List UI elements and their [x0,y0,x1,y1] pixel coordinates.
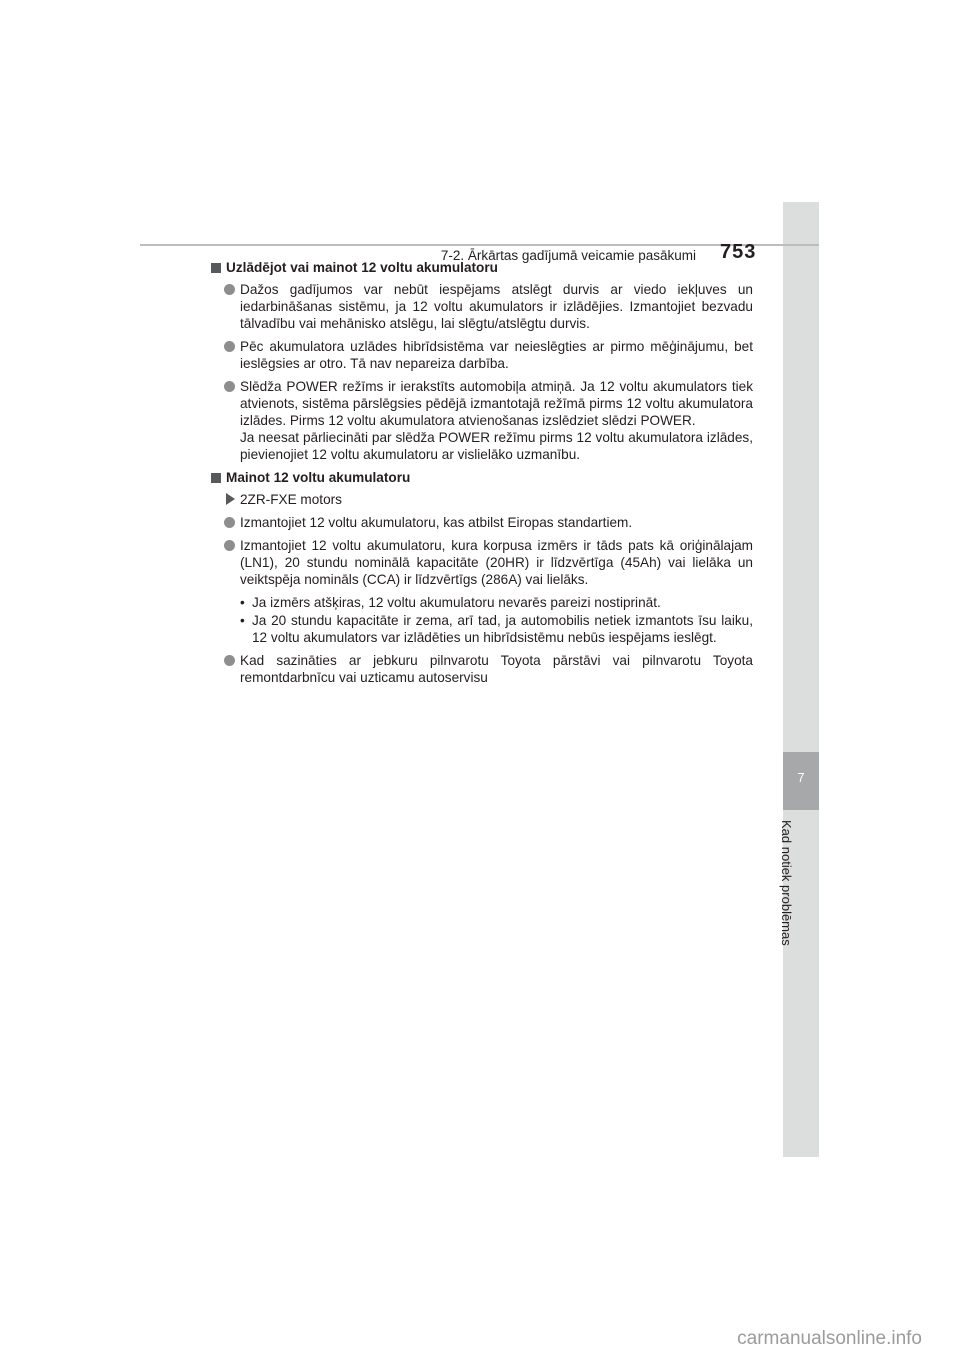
circle-bullet-icon [224,381,235,392]
list-item-text-continued: Ja neesat pārliecināti par slēdža POWER režīmu pirms 12 voltu akumulatora izlādes, pievienojiet 12 voltu akumulatoru ar vislielāko uzmanību. [240,430,753,462]
list-item-text: Izmantojiet 12 voltu akumulatoru, kura korpusa izmērs ir tāds pats kā oriģinālajam (LN1), 20 stundu nominālā kapacitāte (20HR) ir līdzvērtīga (45Ah) vai lielāka un veiktspēja nomināls (CCA) ir līdzvērtīgs (286A) vai lielāks. [240,538,753,587]
sub-list-item-text: Ja 20 stundu kapacitāte ir zema, arī tad, ja automobilis netiek izmantots īsu laiku, 12 voltu akumulators var izlādēties un hibrīdsistēmu nebūs iespējams ieslēgt. [252,613,753,645]
watermark: carmanualsonline.info [737,1328,922,1349]
list-item [208,652,753,686]
list-item [208,514,753,531]
list-item-text: Slēdža POWER režīms ir ierakstīts automobiļa atmiņā. Ja 12 voltu akumulators tiek atvienots, sistēma pārslēgsies pēdējā izmantotajā režīmā pirms 12 voltu akumulatora izlādes. Pirms 12 voltu akumulatora atvienošanas izslēdziet slēdzi POWER. [240,379,753,428]
list-item-text: Kad sazināties ar jebkuru pilnvarotu Toyota pārstāvi vai pilnvarotu Toyota remontdarbnīcu vai uzticamu autoservisu [240,653,753,685]
sub-list-item-text: Ja izmērs atšķiras, 12 voltu akumulatoru nevarēs pareizi nostiprināt. [252,595,661,610]
list-item-text: Dažos gadījumos var nebūt iespējams atslēgt durvis ar viedo iekļuves un iedarbināšanas sistēmu, ja 12 voltu akumulators ir izlādējies. Izmantojiet bezvadu tālvadību vai mehānisko atslēgu, lai slēgtu/atslēgtu durvis. [240,282,753,331]
circle-bullet-icon [224,655,235,666]
engine-label-text: 2ZR-FXE motors [240,492,342,507]
section-heading-text: Mainot 12 voltu akumulatoru [226,470,411,485]
list-item [208,537,753,588]
list-item-text: Izmantojiet 12 voltu akumulatoru, kas atbilst Eiropas standartiem. [240,515,633,530]
circle-bullet-icon [224,517,235,528]
circle-bullet-icon [224,284,235,295]
section-heading [208,469,753,486]
chapter-number: 7 [797,770,805,785]
square-bullet-icon [211,473,221,483]
circle-bullet-icon [224,540,235,551]
square-bullet-icon [211,263,221,273]
triangle-arrow-icon [226,493,235,505]
bullet-glyph: • [240,613,245,628]
side-band [783,202,819,1157]
list-item [208,338,753,372]
list-item-text: Pēc akumulatora uzlādes hibrīdsistēma var neieslēgties ar pirmo mēģinājumu, bet ieslēgsies ar otro. Tā nav nepareiza darbība. [240,339,753,371]
chapter-title: Kad notiek problēmas [779,820,794,946]
sub-list-item [208,612,753,646]
section-heading [208,259,753,276]
section-title: 7-2. Ārkārtas gadījumā veicamie pasākumi [440,248,696,263]
list-item [208,281,753,332]
bullet-glyph: • [240,595,245,610]
list-item [208,378,753,463]
engine-label [208,491,753,508]
circle-bullet-icon [224,341,235,352]
section-heading-text: Uzlādējot vai mainot 12 voltu akumulatoru [226,260,498,275]
page-number: 753 [720,241,757,263]
header-rule [140,244,819,246]
sub-list-item [208,594,753,611]
page-content [208,256,753,692]
